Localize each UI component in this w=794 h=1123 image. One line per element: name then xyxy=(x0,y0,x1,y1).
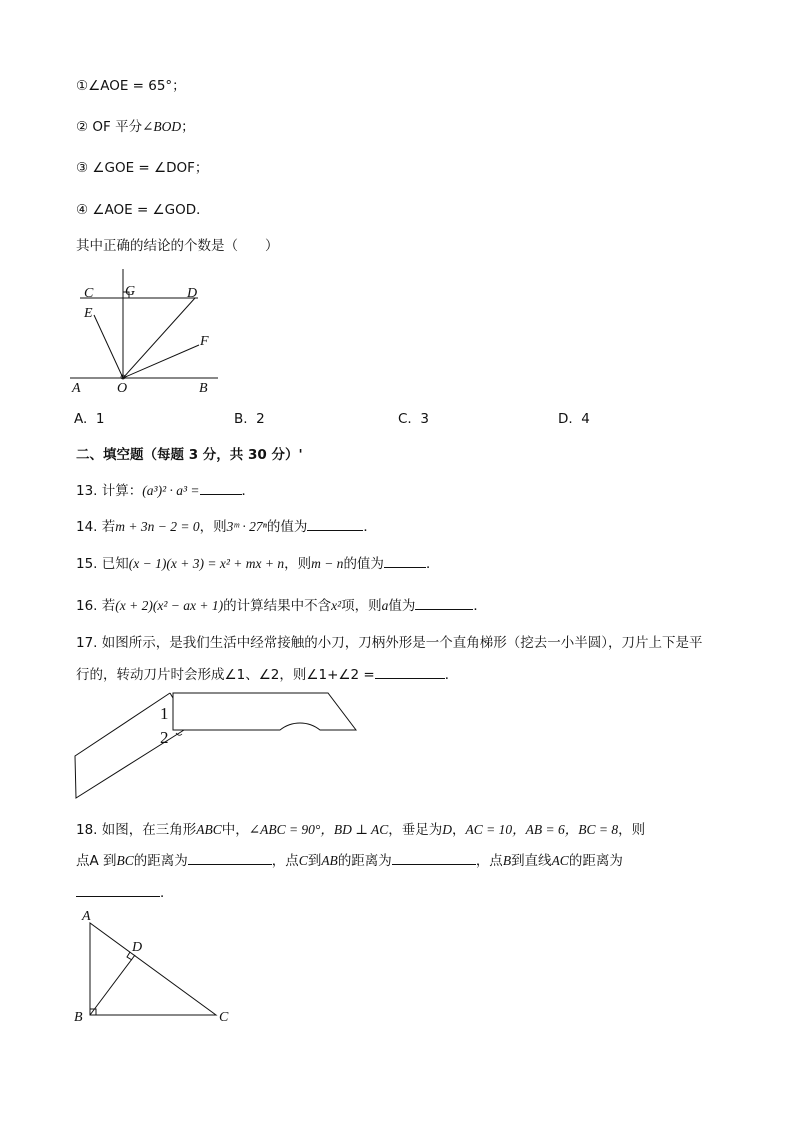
option-b-value: 2 xyxy=(256,411,265,427)
q18-text-2c: 的距离为 xyxy=(133,853,188,869)
label-c: C xyxy=(84,286,94,301)
ray-od xyxy=(123,298,195,378)
option-d-value: 4 xyxy=(581,411,590,427)
question-15-text-3: 的值为 xyxy=(343,556,384,572)
question-14-text-3: 的值为 xyxy=(266,519,308,535)
ray-oe xyxy=(94,315,123,378)
option-c-value: 3 xyxy=(420,411,429,427)
answer-blank-18c[interactable] xyxy=(76,882,160,897)
question-16 xyxy=(76,594,487,614)
question-16-text-2: 的计算结果中不含 xyxy=(223,598,332,614)
knife-handle xyxy=(173,693,356,730)
q18-text-e: ，垂足为 xyxy=(388,822,443,838)
q18-end: ． xyxy=(160,885,174,901)
option-a-label: A. xyxy=(74,411,88,427)
question-16-text-1: 若 xyxy=(101,598,116,614)
q18-text-c: 中， xyxy=(221,822,249,838)
answer-blank-15[interactable] xyxy=(384,553,426,568)
question-15 xyxy=(76,552,439,572)
question-14-text-1: 若 xyxy=(101,519,116,535)
question-17-line-2 xyxy=(76,663,458,683)
question-12-stem xyxy=(76,234,279,254)
q18-text-2a: 点A 到 xyxy=(76,853,117,869)
question-15-end: ． xyxy=(425,556,440,572)
question-16-expr-2: x² xyxy=(331,598,342,613)
answer-blank-18a[interactable] xyxy=(188,850,272,865)
triangle-label-c: C xyxy=(219,1010,229,1025)
q18-text-i: ，则 xyxy=(618,822,646,838)
q18-text-a: 18. 如图，在三角形 xyxy=(76,822,197,838)
question-15-expr-2: m − n xyxy=(311,556,344,571)
question-14-end: ． xyxy=(363,519,377,535)
label-d: D xyxy=(187,286,198,301)
q18-math-h: AC = 10，AB = 6，BC = 8 xyxy=(465,822,619,837)
option-b[interactable] xyxy=(234,411,265,427)
statement-4 xyxy=(76,198,210,218)
option-c[interactable] xyxy=(398,411,429,427)
q18-text-2k: 到直线 xyxy=(511,853,552,869)
question-17-line-1 xyxy=(76,631,703,651)
option-a-value: 1 xyxy=(95,411,105,427)
triangle-label-a: A xyxy=(82,909,91,924)
answer-blank-13[interactable] xyxy=(200,480,242,495)
statement-2 xyxy=(76,115,195,135)
q18-math-2e: C xyxy=(298,853,308,868)
option-b-label: B. xyxy=(234,411,248,427)
label-a: A xyxy=(72,381,81,395)
statement-4-text: ④ ∠AOE = ∠GOD． xyxy=(76,202,210,218)
question-15-number: 15. xyxy=(76,556,98,572)
question-16-expr-3: a xyxy=(381,598,389,613)
question-16-text-3: 项，则 xyxy=(341,598,382,614)
question-16-number: 16. xyxy=(76,598,98,614)
section-2-title xyxy=(76,443,303,463)
question-18-line-3 xyxy=(76,881,174,901)
q18-text-2d: ，点 xyxy=(271,853,299,869)
answer-blank-14[interactable] xyxy=(307,516,363,531)
triangle-label-b: B xyxy=(74,1010,83,1025)
section-2-title-text: 二、填空题（每题 3 分，共 30 分）' xyxy=(76,447,303,463)
question-15-text-1: 已知 xyxy=(101,556,129,572)
q18-text-2h: 的距离为 xyxy=(337,853,392,869)
angle-2-label: 2 xyxy=(160,728,169,747)
q18-math-2l: AC xyxy=(551,853,569,868)
question-16-end: ． xyxy=(473,598,487,614)
question-15-text-2: ，则 xyxy=(284,556,312,572)
q18-math-2j: B xyxy=(502,853,512,868)
q18-math-2g: AB xyxy=(321,853,338,868)
angle-figure xyxy=(68,265,228,395)
question-14-text-2: ，则 xyxy=(199,519,227,535)
question-17-text-1: 17. 如图所示，是我们生活中经常接触的小刀，刀柄外形是一个直角梯形（挖去一小半圆），刀片上下是平 xyxy=(76,635,703,651)
statement-2-text: ② OF 平分 xyxy=(76,119,143,135)
q18-math-f: D xyxy=(442,822,453,837)
triangle-abc xyxy=(90,923,216,1015)
question-14-expr: m + 3n − 2 = 0 xyxy=(115,519,200,534)
question-16-text-4: 值为 xyxy=(388,598,416,614)
triangle-figure xyxy=(68,905,238,1030)
statement-3-text: ③ ∠GOE = ∠DOF； xyxy=(76,160,209,176)
option-d-label: D. xyxy=(558,411,573,427)
statement-2-end: ； xyxy=(181,119,195,135)
question-14 xyxy=(76,515,377,535)
question-15-expr: (x − 1)(x + 3) = x² + mx + n xyxy=(128,556,285,571)
question-17-end: ． xyxy=(444,667,459,683)
segment-bd xyxy=(90,955,135,1015)
label-e: E xyxy=(84,306,93,321)
question-13-expr: (a³)² · a³ = xyxy=(142,483,200,498)
q18-text-g: ， xyxy=(452,822,466,838)
question-14-expr-2: 3ᵐ · 27ⁿ xyxy=(226,519,267,534)
option-d[interactable] xyxy=(558,411,590,427)
ray-of xyxy=(123,345,199,378)
knife-figure xyxy=(72,688,364,802)
question-16-expr: (x + 2)(x² − ax + 1) xyxy=(115,598,224,613)
label-g: G xyxy=(125,284,136,299)
question-13 xyxy=(76,479,255,499)
answer-blank-17[interactable] xyxy=(375,664,445,679)
answer-blank-16[interactable] xyxy=(415,595,473,610)
question-12-stem-text: 其中正确的结论的个数是（ ） xyxy=(76,238,279,254)
q18-math-b: ABC xyxy=(196,822,222,837)
question-14-number: 14. xyxy=(76,519,98,535)
question-13-end: ． xyxy=(241,483,256,499)
statement-3 xyxy=(76,156,208,176)
label-o: O xyxy=(117,381,128,395)
q18-math-d: ∠ABC = 90°，BD ⊥ AC xyxy=(248,822,389,837)
answer-blank-18b[interactable] xyxy=(392,850,476,865)
statement-1-text: ①∠AOE = 65°； xyxy=(76,78,186,94)
question-13-number: 13. xyxy=(76,483,98,499)
statement-1 xyxy=(76,74,186,94)
question-17-text-2: 行的，转动刀片时会形成∠1、∠2，则∠1+∠2 = xyxy=(76,667,375,683)
label-f: F xyxy=(200,334,209,349)
label-b: B xyxy=(199,381,208,395)
q18-text-2i: ，点 xyxy=(475,853,503,869)
angle-1-label: 1 xyxy=(160,704,169,723)
q18-text-2f: 到 xyxy=(307,853,322,869)
statement-2-math: ∠BOD xyxy=(142,119,182,134)
triangle-label-d: D xyxy=(132,940,143,955)
option-c-label: C. xyxy=(398,411,412,427)
question-18-line-1 xyxy=(76,818,645,838)
question-13-text: 计算： xyxy=(101,483,143,499)
q18-text-2m: 的距离为 xyxy=(568,853,623,869)
option-a[interactable] xyxy=(74,411,104,427)
q18-math-2b: BC xyxy=(116,853,134,868)
question-18-line-2 xyxy=(76,849,623,869)
